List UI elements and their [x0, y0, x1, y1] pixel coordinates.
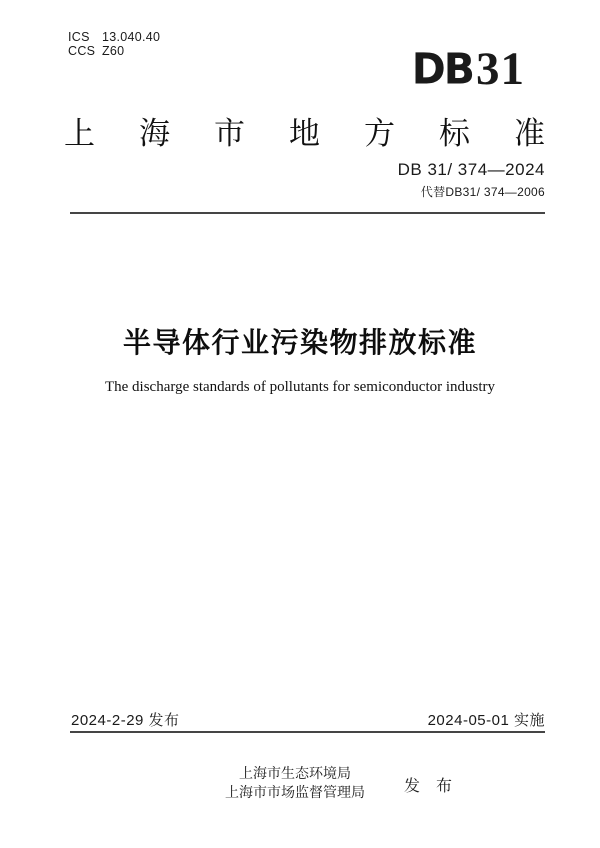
ccs-code-row [68, 44, 160, 58]
standard-type-char: 市 [214, 116, 245, 151]
standard-type-char: 地 [289, 116, 320, 151]
issue-date: 2024-2-29 发布 [71, 712, 180, 729]
db31-logo-db: DB [411, 44, 473, 95]
replaces-note: 代替DB31/ 374—2006 [420, 185, 545, 199]
standard-title-en: The discharge standards of pollutants for semiconductor industry [104, 379, 496, 395]
ics-code-row [68, 30, 160, 44]
standard-number: DB 31/ 374—2024 [397, 160, 545, 179]
issuer-block [217, 764, 373, 802]
standard-type-char: 准 [514, 116, 545, 151]
top-rule [70, 212, 545, 214]
standard-type-char: 标 [439, 116, 470, 151]
standard-type-char: 海 [139, 116, 170, 151]
ccs-value: Z60 [102, 44, 125, 58]
standard-title-zh: 半导体行业污染物排放标准 [122, 327, 477, 358]
issuer-line-1: 上海市生态环境局 [239, 765, 351, 781]
ccs-label: CCS [68, 44, 96, 58]
db31-logo [411, 43, 525, 95]
bottom-rule [70, 731, 545, 733]
classification-codes [68, 30, 160, 58]
standard-type-char: 方 [364, 116, 395, 151]
release-label: 发 布 [404, 778, 453, 795]
standard-type-heading [64, 108, 545, 153]
standard-type-char: 上 [64, 116, 95, 151]
implementation-date: 2024-05-01 实施 [427, 712, 545, 729]
ics-value: 13.040.40 [102, 30, 161, 44]
db31-logo-number: 31 [476, 43, 525, 95]
issuer-line-2: 上海市市场监督管理局 [225, 784, 365, 800]
ics-label: ICS [68, 30, 90, 44]
footer-dates [71, 709, 545, 730]
